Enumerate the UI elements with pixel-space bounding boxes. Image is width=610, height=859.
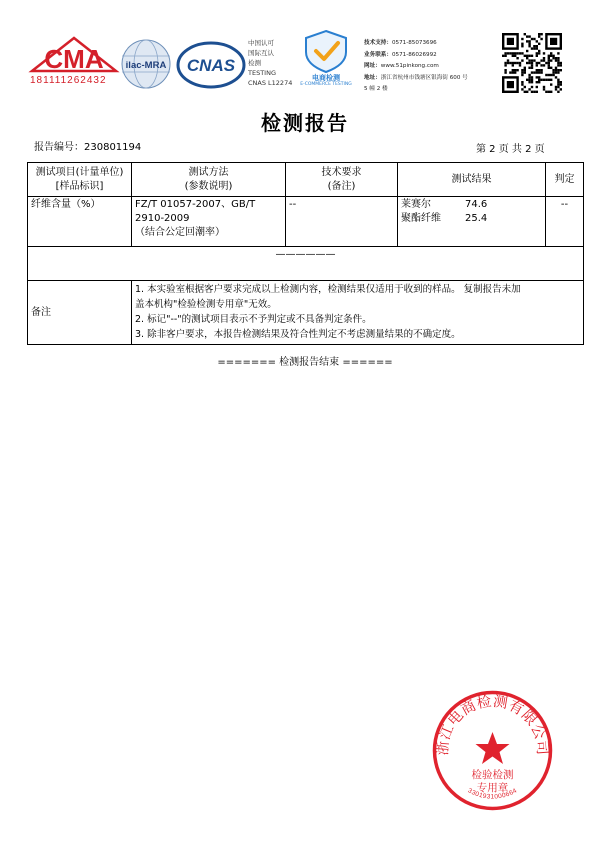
header-test-item: 测试项目(计量单位) [样品标识]: [28, 163, 132, 197]
cell-results: [398, 197, 546, 247]
ilac-logo: [120, 38, 172, 90]
cell-item: 纤维含量（%）: [28, 197, 132, 247]
cell-requirement: --: [286, 197, 398, 247]
result-line: 莱赛尔 74.6: [401, 199, 488, 210]
ecommerce-en: E-COMMERCE TESTING: [300, 82, 352, 87]
report-number: 报告编号：230801194: [34, 142, 142, 153]
svg-text:专用章: 专用章: [476, 782, 509, 794]
cell-judgment: --: [546, 197, 584, 247]
cnas-mark-icon: [176, 40, 246, 90]
notes-row: [28, 281, 584, 345]
svg-text:ilac-MRA: ilac-MRA: [125, 60, 167, 71]
svg-text:浙江电商检测有限公司: 浙江电商检测有限公司: [435, 693, 550, 757]
header-requirement: 技术要求 (备注): [286, 163, 398, 197]
shield-check-icon: [296, 28, 356, 74]
header-test-result: 测试结果: [398, 163, 546, 197]
globe-icon: [120, 38, 172, 90]
report-end: ======= 检测报告结束 ======: [217, 357, 393, 368]
cnas-logo: [176, 40, 246, 90]
table-header-row: [28, 163, 584, 197]
cell-method: FZ/T 01057-2007、GB/T 2910-2009 （结合公定回潮率）: [132, 197, 286, 247]
ecommerce-cn: 电商检测: [312, 74, 340, 82]
seal-icon: [430, 688, 555, 813]
ecommerce-logo: [296, 28, 356, 88]
qr-code: [502, 33, 562, 93]
accreditation-text: 中国认可 国际互认 检测 TESTING CNAS L12274: [248, 39, 293, 87]
qr-code-icon: [502, 33, 562, 93]
contact-info: 技术支持：0571-85073696 业务联系：0571-86026992 网址：www.51pinkong.com 地址：浙江省杭州市钱塘区银海街 600 号 5 幢 2 楼: [364, 40, 468, 92]
report-title: 检测报告: [261, 111, 349, 135]
header-judgment: 判定: [546, 163, 584, 197]
results-table: [27, 162, 584, 345]
cma-logo: [28, 35, 120, 90]
blank-row: [28, 247, 584, 281]
table-row: [28, 197, 584, 247]
svg-text:3301931000664: 3301931000664: [466, 787, 519, 801]
svg-text:检验检测: 检验检测: [471, 769, 514, 781]
notes-content: 1. 本实验室根据客户要求完成以上检测内容，检测结果仅适用于收到的样品。 复制报告未加 盖本机构"检验检测专用章"无效。 2. 标记"--"的测试项目表示不予判定或不具备判定条件。 3. 除非客户要求，本报告检测结果及符合性判定不考虑测量结果的不确定度。: [132, 281, 584, 345]
cma-phone: 181111262432: [30, 75, 107, 86]
header-test-method: 测试方法 (参数说明): [132, 163, 286, 197]
svg-text:CNAS: CNAS: [186, 56, 236, 75]
notes-label: 备注: [28, 281, 132, 345]
svg-text:CMA: CMA: [44, 44, 104, 74]
official-seal: [430, 688, 555, 813]
cma-mark-icon: [28, 35, 120, 75]
result-line: 聚酯纤维 25.4: [401, 213, 488, 224]
page-info: 第 2 页 共 2 页: [476, 144, 545, 155]
blank-line: ——————: [275, 249, 336, 260]
